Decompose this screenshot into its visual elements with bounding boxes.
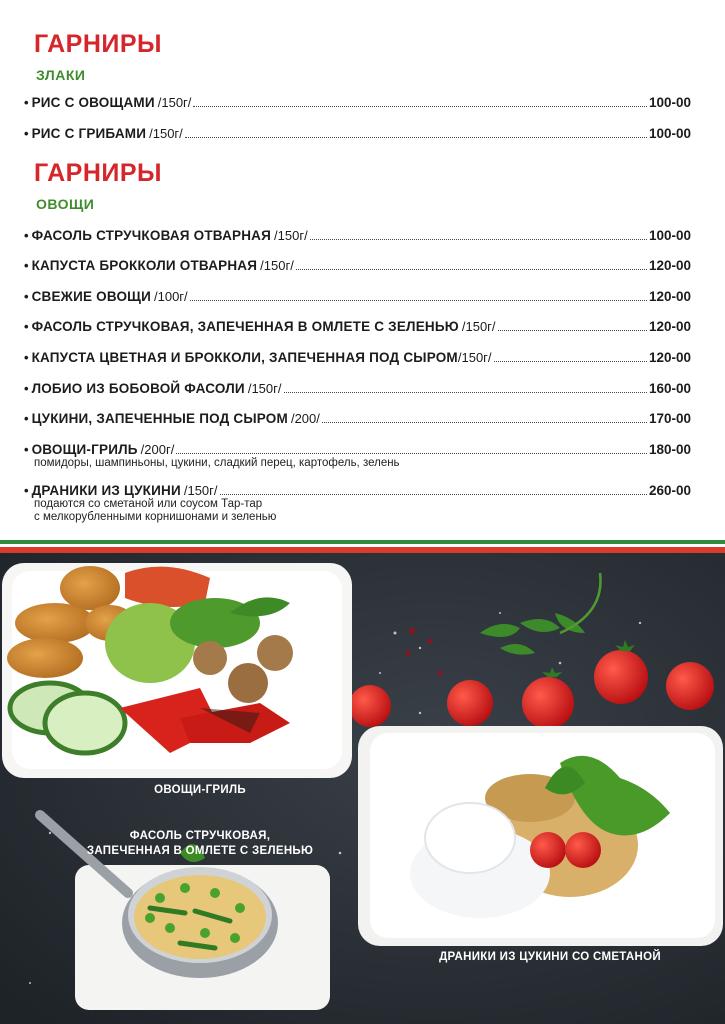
item-name: КАПУСТА БРОККОЛИ ОТВАРНАЯ: [31, 258, 258, 273]
item-portion: /200/: [290, 411, 320, 426]
item-name: СВЕЖИЕ ОВОЩИ: [31, 289, 151, 304]
menu-item: [24, 289, 691, 304]
bullet-icon: •: [24, 442, 29, 457]
menu-item: [24, 95, 691, 110]
menu-item: [24, 442, 691, 470]
item-description: с мелкорубленными корнишонами и зеленью: [34, 511, 277, 523]
item-price: 260-00: [648, 483, 691, 498]
item-name: ФАСОЛЬ СТРУЧКОВАЯ ОТВАРНАЯ: [31, 228, 272, 243]
dot-leader: [190, 300, 647, 301]
item-portion: /150г/: [183, 483, 218, 498]
bullet-icon: •: [24, 411, 29, 426]
item-portion: /150г/: [461, 319, 496, 334]
item-price: 100-00: [648, 126, 691, 141]
caption-beans-line1: ФАСОЛЬ СТРУЧКОВАЯ,: [129, 830, 271, 842]
bullet-icon: •: [24, 258, 29, 273]
section-title: ГАРНИРЫ: [34, 30, 162, 58]
item-portion: /150г/: [247, 381, 282, 396]
item-price: 160-00: [648, 381, 691, 396]
item-name: ОВОЩИ-ГРИЛЬ: [31, 442, 138, 457]
menu-item: [24, 319, 691, 334]
item-name: ЦУКИНИ, ЗАПЕЧЕННЫЕ ПОД СЫРОМ: [31, 411, 288, 426]
item-name: ФАСОЛЬ СТРУЧКОВАЯ, ЗАПЕЧЕННАЯ В ОМЛЕТЕ С ЗЕЛЕНЬЮ: [31, 319, 459, 334]
item-name: ЛОБИО ИЗ БОБОВОЙ ФАСОЛИ: [31, 381, 245, 396]
menu-item: [24, 381, 691, 396]
menu-item: [24, 483, 691, 524]
bullet-icon: •: [24, 350, 29, 365]
item-price: 100-00: [648, 95, 691, 110]
bullet-icon: •: [24, 228, 29, 243]
bullet-icon: •: [24, 289, 29, 304]
dot-leader: [494, 361, 647, 362]
dot-leader: [284, 392, 647, 393]
item-portion: /150г/: [457, 350, 492, 365]
item-name: ДРАНИКИ ИЗ ЦУКИНИ: [31, 483, 181, 498]
caption-draniki: ДРАНИКИ ИЗ ЦУКИНИ СО СМЕТАНОЙ: [439, 951, 661, 963]
item-name: РИС С ОВОЩАМИ: [31, 95, 155, 110]
bullet-icon: •: [24, 126, 29, 141]
menu-item: [24, 228, 691, 243]
dot-leader: [193, 106, 647, 107]
caption-grill: ОВОЩИ-ГРИЛЬ: [154, 784, 246, 796]
menu-item: [24, 126, 691, 141]
section-subtitle: ОВОЩИ: [36, 196, 95, 212]
item-portion: /150г/: [274, 228, 308, 243]
dot-leader: [322, 422, 647, 423]
food-photo: [0, 553, 725, 1024]
item-price: 180-00: [648, 442, 691, 457]
bullet-icon: •: [24, 483, 29, 498]
bullet-icon: •: [24, 319, 29, 334]
item-description: помидоры, шампиньоны, цукини, сладкий перец, картофель, зелень: [34, 457, 400, 469]
item-price: 120-00: [648, 258, 691, 273]
menu-item: [24, 350, 691, 365]
section-title: ГАРНИРЫ: [34, 159, 162, 187]
bullet-icon: •: [24, 381, 29, 396]
item-price: 170-00: [648, 411, 691, 426]
section-subtitle: ЗЛАКИ: [36, 67, 86, 83]
dot-leader: [176, 453, 647, 454]
menu-item: [24, 411, 691, 426]
dot-leader: [296, 269, 647, 270]
item-price: 120-00: [648, 289, 691, 304]
dot-leader: [310, 239, 647, 240]
item-price: 120-00: [648, 319, 691, 334]
dot-leader: [220, 494, 647, 495]
item-name: РИС С ГРИБАМИ: [31, 126, 147, 141]
item-portion: /100г/: [154, 289, 188, 304]
item-name: КАПУСТА ЦВЕТНАЯ И БРОККОЛИ, ЗАПЕЧЕННАЯ ПОД СЫРОМ: [31, 350, 458, 365]
dot-leader: [185, 137, 647, 138]
item-description: подаются со сметаной или соусом Тар-тар: [34, 498, 263, 510]
bullet-icon: •: [24, 95, 29, 110]
item-price: 100-00: [648, 228, 691, 243]
item-portion: /150г/: [260, 258, 294, 273]
item-price: 120-00: [648, 350, 691, 365]
dot-leader: [498, 330, 647, 331]
item-portion: /150г/: [157, 95, 192, 110]
item-portion: /200г/: [140, 442, 175, 457]
menu-item: [24, 258, 691, 273]
item-portion: /150г/: [149, 126, 183, 141]
caption-beans-line2: ЗАПЕЧЕННАЯ В ОМЛЕТЕ С ЗЕЛЕНЬЮ: [86, 845, 314, 857]
